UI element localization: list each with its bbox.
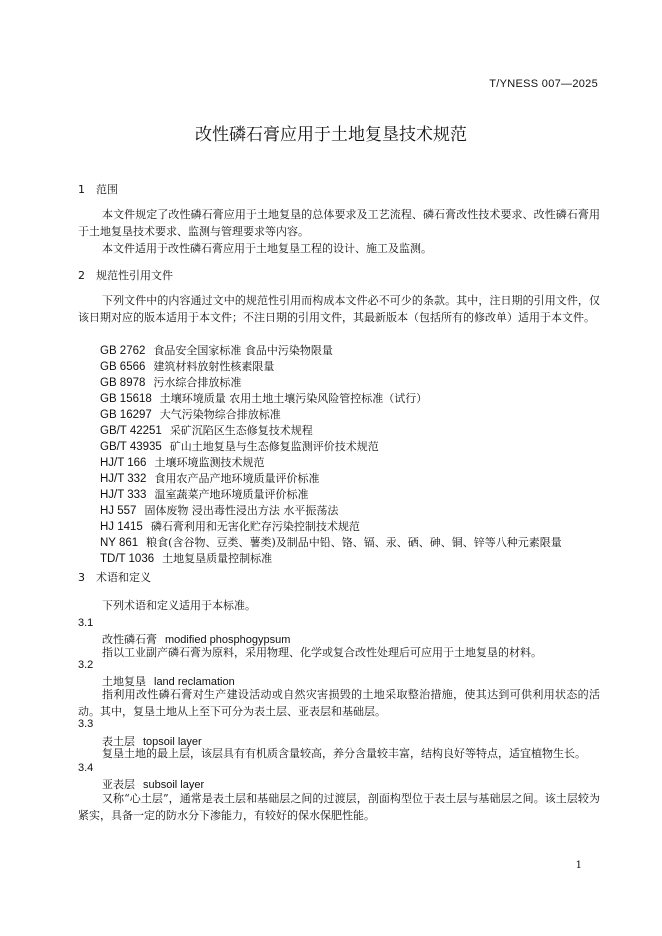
- reference-code: NY 861: [100, 537, 139, 549]
- reference-name: 污水综合排放标准: [153, 376, 242, 389]
- reference-code: HJ/T 333: [100, 489, 147, 501]
- term-cn: 亚表层: [102, 778, 135, 791]
- reference-name: 食品安全国家标准 食品中污染物限量: [153, 344, 333, 357]
- reference-item: [100, 470, 319, 486]
- reference-item: [100, 358, 274, 374]
- document-title: 改性磷石膏应用于土地复垦技术规范: [195, 125, 467, 145]
- reference-name: 建筑材料放射性核素限量: [153, 360, 275, 373]
- term-number: 3.4: [78, 762, 94, 774]
- scope-paragraph: 本文件规定了改性磷石膏应用于土地复垦的总体要求及工艺流程、磷石膏改性技术要求、改性磷石膏用于土地复垦技术要求、监测与管理要求等内容。: [78, 208, 600, 238]
- term-cn: 表土层: [102, 735, 135, 748]
- term-cn: 土地复垦: [102, 675, 146, 688]
- reference-code: GB/T 42251: [100, 425, 162, 437]
- term-number: 3.3: [78, 718, 94, 730]
- reference-item: [100, 342, 333, 358]
- reference-code: GB 15618: [100, 393, 152, 405]
- section-number: 3: [78, 571, 85, 584]
- page-number: 1: [575, 860, 582, 871]
- reference-code: HJ 557: [100, 505, 137, 517]
- reference-code: HJ/T 332: [100, 473, 147, 485]
- reference-item: [100, 518, 360, 534]
- reference-code: GB 2762: [100, 345, 146, 357]
- section-title: 术语和定义: [96, 571, 151, 584]
- reference-name: 矿山土地复垦与生态修复监测评价技术规范: [169, 440, 379, 453]
- reference-item: [100, 502, 338, 518]
- term-definition: 指利用改性磷石膏对生产建设活动或自然灾害损毁的土地采取整治措施，使其达到可供利用状态的活动。其中，复垦土地从上至下可分为表土层、亚表层和基础层。: [78, 688, 600, 718]
- section-title: 规范性引用文件: [96, 269, 173, 282]
- section-title: 范围: [96, 183, 118, 196]
- term-en: subsoil layer: [143, 779, 205, 791]
- reference-code: GB 16297: [100, 409, 152, 421]
- reference-code: HJ/T 166: [100, 457, 147, 469]
- term-cn: 改性磷石膏: [102, 633, 157, 646]
- term-number: 3.2: [78, 659, 94, 671]
- reference-code: GB 6566: [100, 361, 146, 373]
- reference-name: 磷石膏利用和无害化贮存污染控制技术规范: [150, 520, 360, 533]
- reference-item: [100, 534, 562, 550]
- reference-name: 食用农产品产地环境质量评价标准: [154, 472, 320, 485]
- reference-item: [100, 406, 281, 422]
- reference-item: [100, 486, 308, 502]
- term-en: land reclamation: [154, 676, 235, 688]
- reference-name: 土地复垦质量控制标准: [162, 552, 273, 565]
- reference-name: 温室蔬菜产地环境质量评价标准: [154, 488, 309, 501]
- reference-code: GB 8978: [100, 377, 146, 389]
- term-definition: 指以工业副产磷石膏为原料，采用物理、化学或复合改性处理后可应用于土地复垦的材料。: [102, 646, 542, 659]
- reference-name: 采矿沉陷区生态修复技术规程: [169, 424, 313, 437]
- reference-item: [100, 454, 264, 470]
- reference-code: GB/T 43935: [100, 441, 162, 453]
- section-number: 1: [78, 183, 85, 196]
- section-number: 2: [78, 269, 85, 282]
- scope-paragraph: 本文件适用于改性磷石膏应用于土地复垦工程的设计、施工及监测。: [102, 242, 432, 255]
- reference-name: 粮食(含谷物、豆类、薯类)及制品中铅、铬、镉、汞、硒、砷、铜、锌等八种元素限量: [146, 536, 562, 549]
- term-en: modified phosphogypsum: [165, 634, 291, 646]
- section-heading-scope: [78, 181, 118, 197]
- terms-intro: 下列术语和定义适用于本标准。: [102, 599, 256, 612]
- reference-item: [100, 422, 313, 438]
- reference-item: [100, 550, 272, 566]
- section-heading-references: [78, 267, 173, 283]
- reference-code: TD/T 1036: [100, 553, 155, 565]
- term-en: topsoil layer: [143, 736, 202, 748]
- reference-name: 土壤环境监测技术规范: [154, 456, 265, 469]
- reference-name: 大气污染物综合排放标准: [159, 408, 281, 421]
- reference-item: [100, 438, 379, 454]
- reference-code: HJ 1415: [100, 521, 143, 533]
- reference-name: 土壤环境质量 农用土地土壤污染风险管控标准（试行）: [159, 392, 428, 405]
- standard-number: T/YNESS 007—2025: [489, 78, 598, 90]
- references-intro: 下列文件中的内容通过文中的规范性引用而构成本文件必不可少的条款。其中，注日期的引用文件，仅该日期对应的版本适用于本文件；不注日期的引用文件，其最新版本（包括所有的修改单）适用于本文件。: [78, 294, 600, 324]
- reference-name: 固体废物 浸出毒性浸出方法 水平振荡法: [144, 504, 339, 517]
- reference-item: [100, 374, 241, 390]
- section-heading-terms: [78, 569, 151, 585]
- term-definition: 复垦土地的最上层，该层具有有机质含量较高，养分含量较丰富，结构良好等特点，适宜植物生长。: [102, 747, 586, 760]
- term-number: 3.1: [78, 617, 94, 629]
- reference-item: [100, 390, 427, 406]
- term-definition: 又称“心土层”，通常是表土层和基础层之间的过渡层，剖面构型位于表土层与基础层之间。该土层较为紧实，具备一定的防水分下渗能力，有较好的保水保肥性能。: [78, 792, 600, 822]
